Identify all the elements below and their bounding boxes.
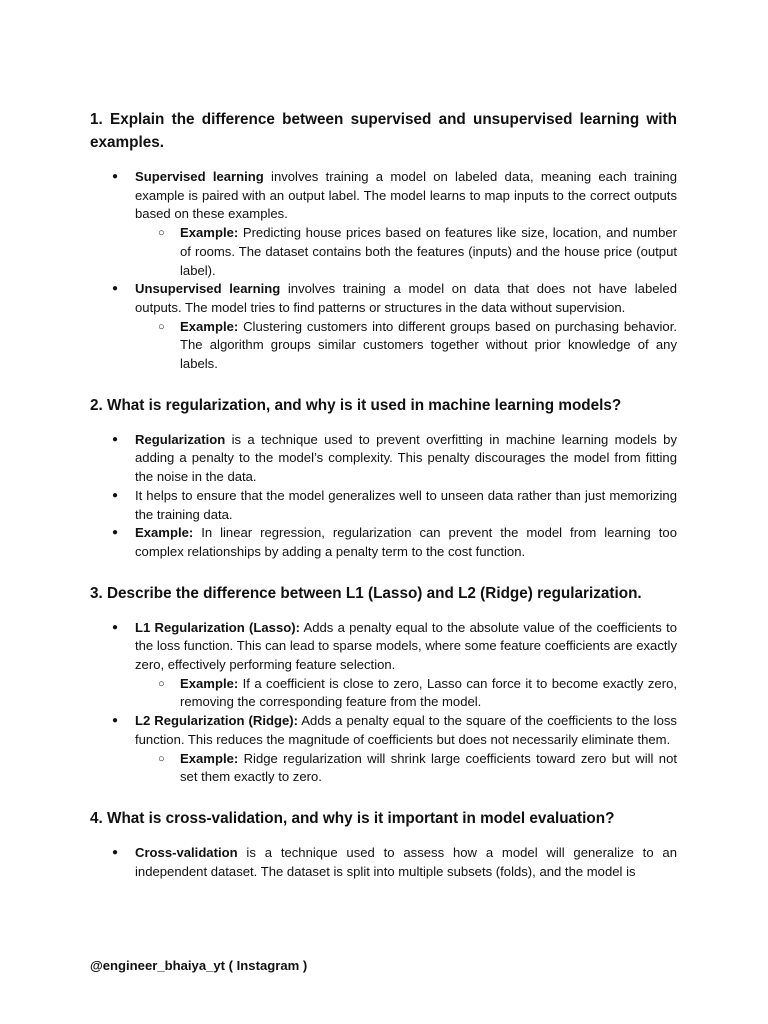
- list-item: [135, 712, 677, 787]
- term: Unsupervised learning: [135, 281, 281, 297]
- answer-text: is a technique used to assess how a model will generalize to an independent dataset. The dataset is split into multiple subsets (folds), and the model is: [135, 844, 677, 879]
- sub-list: [135, 224, 677, 280]
- question-4-answer-list: [90, 844, 677, 881]
- sub-list: [135, 750, 677, 787]
- example-label: Example:: [135, 525, 194, 541]
- question-4-heading: 4. What is cross-validation, and why is it important in model evaluation?: [90, 809, 615, 827]
- list-item: [135, 431, 677, 487]
- question-2-answer-list: [90, 431, 677, 562]
- question-3-heading: 3. Describe the difference between L1 (Lasso) and L2 (Ridge) regularization.: [90, 584, 642, 602]
- list-item: [180, 750, 677, 787]
- list-item: [180, 224, 677, 280]
- term: Regularization: [135, 431, 226, 447]
- example-label: Example:: [180, 318, 239, 334]
- question-2-heading: 2. What is regularization, and why is it used in machine learning models?: [90, 396, 622, 414]
- answer-text: involves training a model on data that does not have labeled outputs. The model tries to find patterns or structures in the data without supervision.: [135, 281, 677, 315]
- term: Supervised learning: [135, 169, 264, 184]
- term: L2 Regularization (Ridge):: [135, 713, 298, 729]
- answer-text: It helps to ensure that the model generalizes well to unseen data rather than just memorizing the training data.: [135, 487, 677, 522]
- answer-text: Adds a penalty equal to the absolute value of the coefficients to the loss function. This can lead to sparse models, where some feature coefficients are exactly zero, effectively performing feature selection.: [135, 619, 677, 673]
- list-item: [135, 168, 677, 280]
- list-item: [135, 619, 677, 713]
- list-item: [180, 675, 677, 712]
- example-label: Example:: [180, 225, 239, 241]
- list-item: [135, 487, 677, 524]
- list-item: [135, 844, 677, 881]
- example-label: Example:: [180, 675, 239, 691]
- example-text: Ridge regularization will shrink large coefficients toward zero but will not set them exactly to zero.: [180, 750, 677, 785]
- answer-text: Adds a penalty equal to the square of the coefficients to the loss function. This reduces the magnitude of coefficients but does not necessarily eliminate them.: [135, 713, 677, 747]
- term: L1 Regularization (Lasso):: [135, 619, 300, 635]
- sub-list: [135, 675, 677, 712]
- document-page: [90, 108, 677, 901]
- answer-text: is a technique used to prevent overfitting in machine learning models by adding a penalty to the model’s complexity. This penalty discourages the model from fitting the noise in the data.: [135, 431, 677, 485]
- list-item: [135, 524, 677, 561]
- footer-handle: @engineer_bhaiya_yt ( Instagram ): [90, 958, 308, 973]
- example-text: Clustering customers into different groups based on purchasing behavior. The algorithm groups similar customers together without prior knowledge of any labels.: [180, 318, 677, 372]
- sub-list: [135, 318, 677, 374]
- answer-text: involves training a model on labeled data, meaning each training example is paired with an output label. The model learns to map inputs to the correct outputs based on these examples.: [135, 169, 677, 222]
- list-item: [180, 318, 677, 374]
- example-text: Predicting house prices based on features like size, location, and number of rooms. The dataset contains both the features (inputs) and the house price (output label).: [180, 225, 677, 278]
- question-1-answer-list: [90, 168, 677, 374]
- term: Cross-validation: [135, 844, 238, 860]
- list-item: [135, 280, 677, 374]
- question-1-heading: 1. Explain the difference between supervised and unsupervised learning with examples.: [90, 111, 677, 151]
- example-label: Example:: [180, 750, 239, 766]
- example-text: If a coefficient is close to zero, Lasso can force it to become exactly zero, removing the corresponding feature from the model.: [180, 675, 677, 710]
- question-3-answer-list: [90, 619, 677, 787]
- example-text: In linear regression, regularization can prevent the model from learning too complex relationships by adding a penalty term to the cost function.: [135, 525, 677, 559]
